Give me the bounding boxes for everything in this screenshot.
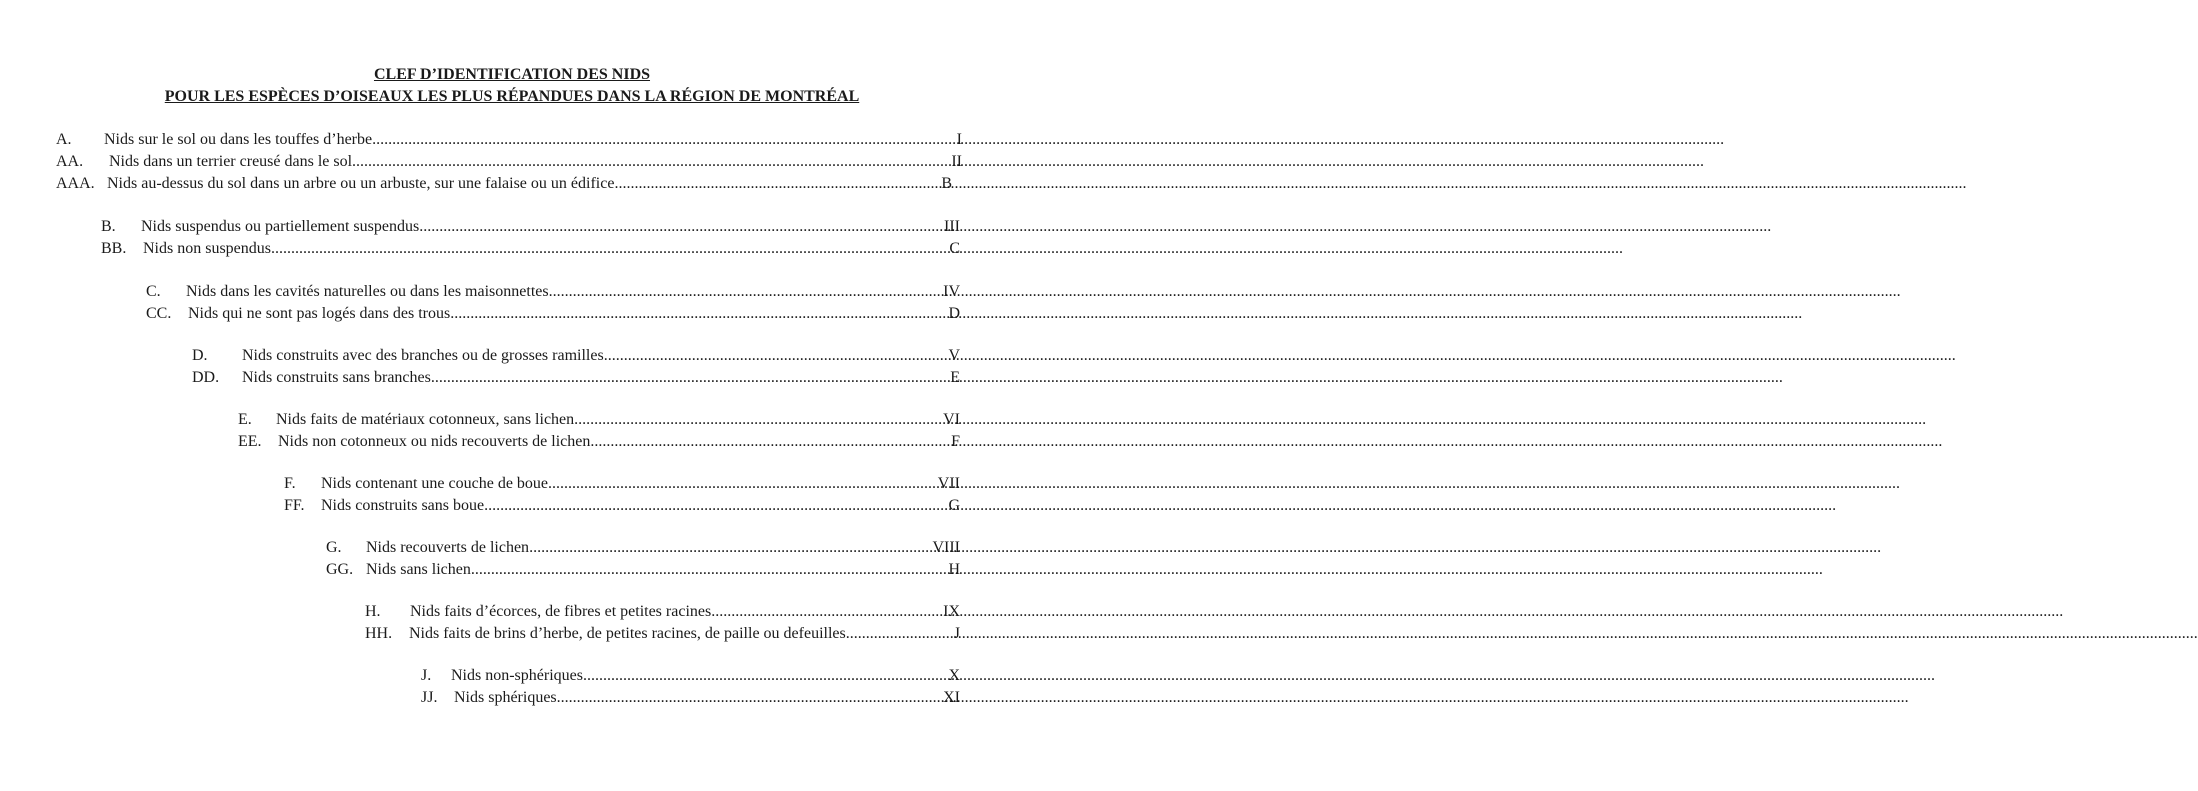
leader-dots [372, 129, 957, 151]
entry-text: Nids au-dessus du sol dans un arbre ou un arbuste, sur une falaise ou un édifice [107, 175, 615, 192]
entry-code: D. [192, 347, 208, 364]
entry-text: Nids recouverts de lichen [366, 539, 530, 556]
leader-dots [604, 345, 949, 367]
entry-code: G. [326, 539, 342, 556]
leader-dots [583, 665, 948, 687]
leader-dots [484, 495, 948, 517]
key-entry-h [365, 601, 960, 623]
entry-destination: E [950, 369, 960, 386]
entry-text: Nids sans lichen [366, 561, 471, 578]
entry-text: Nids non-sphériques [451, 667, 583, 684]
entry-destination: F [951, 433, 960, 450]
document-title: CLEF D’IDENTIFICATION DES NIDS [373, 66, 651, 83]
key-entry-a [56, 129, 962, 151]
entry-code: FF. [284, 497, 305, 514]
leader-dots [557, 687, 943, 709]
entry-destination: VI [943, 411, 960, 428]
leader-dots [548, 473, 938, 495]
entry-text: Nids qui ne sont pas logés dans des trous [188, 305, 451, 322]
leader-dots [711, 601, 943, 623]
key-entry-dd [192, 367, 960, 389]
entry-text: Nids faits de brins d’herbe, de petites racines, de paille ou defeuilles [409, 625, 846, 642]
entry-code: BB. [101, 240, 127, 257]
entry-code: AAA. [56, 175, 95, 192]
leader-dots [574, 409, 943, 431]
entry-code: J. [421, 667, 432, 684]
leader-dots [271, 238, 949, 260]
leader-dots [614, 173, 941, 195]
key-entry-ff [284, 495, 960, 517]
entry-destination: D [948, 305, 960, 322]
key-entry-gg [326, 559, 960, 581]
entry-destination: VII [937, 475, 960, 492]
entry-destination: III [944, 218, 960, 235]
key-entry-bb [101, 238, 960, 260]
key-entry-g [326, 537, 960, 559]
document-page [0, 0, 1024, 791]
key-entry-d [192, 345, 960, 367]
entry-destination: IX [943, 603, 960, 620]
key-entry-f [284, 473, 960, 495]
entry-destination: II [951, 153, 962, 170]
entry-text: Nids faits de matériaux cotonneux, sans lichen [276, 411, 575, 428]
entry-destination: V [948, 347, 960, 364]
entry-destination: XI [943, 689, 960, 706]
leader-dots [590, 431, 951, 453]
entry-code: CC. [146, 305, 172, 322]
entry-destination: X [948, 667, 960, 684]
entry-destination: J [953, 625, 960, 642]
key-entry-c [146, 281, 960, 303]
entry-text: Nids non cotonneux ou nids recouverts de lichen [278, 433, 591, 450]
entry-text: Nids sur le sol ou dans les touffes d’herbe [104, 131, 373, 148]
entry-text: Nids construits avec des branches ou de grosses ramilles [242, 347, 604, 364]
entry-destination: H [948, 561, 960, 578]
entry-text: Nids dans un terrier creusé dans le sol [109, 153, 353, 170]
entry-code: A. [56, 131, 72, 148]
key-entry-aa [56, 151, 962, 173]
entry-code: EE. [238, 433, 262, 450]
key-entry-e [238, 409, 960, 431]
entry-destination: C [949, 240, 960, 257]
key-entry-b [101, 216, 960, 238]
leader-dots [352, 151, 951, 173]
entry-text: Nids faits d’écorces, de fibres et petites racines [410, 603, 712, 620]
entry-destination: B [941, 175, 952, 192]
key-entry-cc [146, 303, 960, 325]
key-entry-aaa [56, 173, 952, 195]
entry-text: Nids suspendus ou partiellement suspendus [141, 218, 420, 235]
entry-text: Nids sphériques [454, 689, 557, 706]
entry-code: B. [101, 218, 116, 235]
leader-dots [471, 559, 949, 581]
document-subtitle: POUR LES ESPÈCES D’OISEAUX LES PLUS RÉPANDUES DANS LA RÉGION DE MONTRÉAL [164, 88, 860, 105]
entry-code: DD. [192, 369, 220, 386]
entry-code: C. [146, 283, 161, 300]
entry-text: Nids dans les cavités naturelles ou dans les maisonnettes [186, 283, 549, 300]
entry-text: Nids non suspendus [143, 240, 272, 257]
entry-code: H. [365, 603, 381, 620]
entry-destination: VIII [932, 539, 960, 556]
leader-dots [419, 216, 944, 238]
key-entry-ee [238, 431, 960, 453]
entry-text: Nids contenant une couche de boue [321, 475, 549, 492]
leader-dots [431, 367, 950, 389]
leader-dots [529, 537, 932, 559]
entry-code: HH. [365, 625, 393, 642]
entry-text: Nids construits sans branches [242, 369, 431, 386]
key-entry-hh [365, 623, 960, 645]
entry-text: Nids construits sans boue [321, 497, 485, 514]
entry-code: JJ. [421, 689, 438, 706]
entry-code: AA. [56, 153, 84, 170]
key-entry-jj [421, 687, 960, 709]
leader-dots [549, 281, 944, 303]
leader-dots [450, 303, 948, 325]
entry-destination: I [956, 131, 962, 148]
entry-code: GG. [326, 561, 354, 578]
entry-code: E. [238, 411, 252, 428]
entry-destination: IV [943, 283, 960, 300]
entry-code: F. [284, 475, 296, 492]
entry-destination: G [948, 497, 960, 514]
key-entry-j [421, 665, 960, 687]
leader-dots [846, 623, 954, 645]
